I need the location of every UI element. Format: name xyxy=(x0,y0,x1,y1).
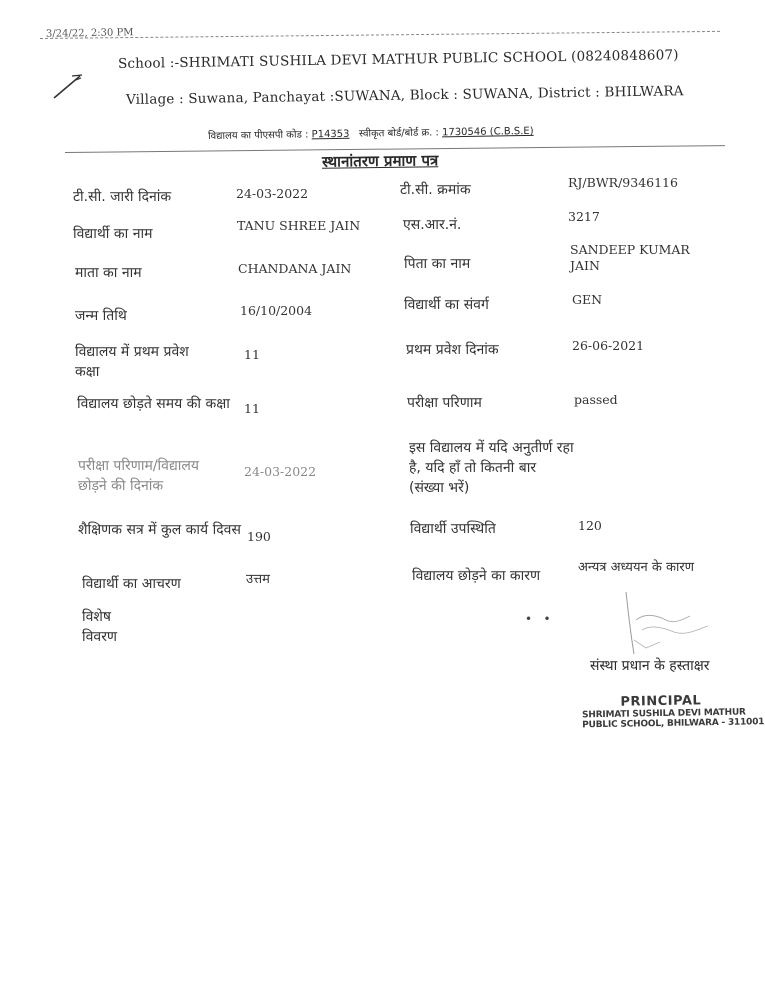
pen-mark-icon xyxy=(50,72,86,102)
village-line: Village : Suwana, Panchayat :SUWANA, Block : SUWANA, District : BHILWARA xyxy=(125,83,684,108)
failed-count-label: इस विद्यालय में यदि अनुतीर्ण रहा है, यदि हाँ तो कितनी बार (संख्या भरें) xyxy=(409,440,574,496)
sr-number-label: एस.आर.नं. xyxy=(403,217,462,233)
category-label: विद्यार्थी का संवर्ग xyxy=(404,297,489,313)
category-value: GEN xyxy=(572,292,603,307)
working-days-value: 190 xyxy=(247,529,271,544)
stamp-principal: PRINCIPAL xyxy=(620,693,702,710)
leaving-class-value: 11 xyxy=(244,401,260,416)
psp-code-label: विद्यालय का पीएसपी कोड : xyxy=(207,129,309,142)
print-timestamp: 3/24/22, 2:30 PM xyxy=(45,27,134,40)
result-leaving-date-label: परीक्षा परिणाम/विद्यालय छोड़ने की दिनांक xyxy=(78,458,200,494)
mother-name-label: माता का नाम xyxy=(75,265,142,281)
mother-name-value: CHANDANA JAIN xyxy=(238,261,352,276)
remarks-label: विशेष विवरण xyxy=(82,609,118,645)
school-codes-line xyxy=(208,123,534,142)
school-name-line: School :-SHRIMATI SUSHILA DEVI MATHUR PUBLIC SCHOOL (08240848607) xyxy=(117,47,679,72)
psp-code-value: P14353 xyxy=(311,128,350,141)
working-days-label: शैक्षिणक सत्र में कुल कार्य दिवस xyxy=(78,522,241,538)
board-label: स्वीकृत बोर्ड/बोर्ड क्र. : xyxy=(358,127,439,140)
stamp-school-location: PUBLIC SCHOOL, BHILWARA - 311001 xyxy=(582,717,765,731)
tc-number-value: RJ/BWR/9346116 xyxy=(568,175,678,190)
stamp-school-name: SHRIMATI SUSHILA DEVI MATHUR xyxy=(581,707,746,721)
signature-label: संस्था प्रधान के हस्ताक्षर xyxy=(590,658,710,674)
signature-scribble xyxy=(616,590,726,660)
first-admission-class-label: विद्यालय में प्रथम प्रवेश कक्षा xyxy=(75,344,189,380)
first-admission-date-label: प्रथम प्रवेश दिनांक xyxy=(406,342,499,358)
tc-issue-date-label: टी.सी. जारी दिनांक xyxy=(73,189,172,205)
leaving-reason-label: विद्यालय छोड़ने का कारण xyxy=(412,568,541,584)
exam-result-label: परीक्षा परिणाम xyxy=(407,395,482,411)
result-leaving-date-value: 24-03-2022 xyxy=(244,464,317,479)
tc-number-label: टी.सी. क्रमांक xyxy=(400,182,471,198)
exam-result-value: passed xyxy=(574,392,618,407)
father-name-label: पिता का नाम xyxy=(404,256,471,272)
document-title: स्थानांतरण प्रमाण पत्र xyxy=(321,151,439,171)
stray-marks: • • xyxy=(525,612,551,626)
attendance-label: विद्यार्थी उपस्थिति xyxy=(410,521,496,537)
conduct-label: विद्यार्थी का आचरण xyxy=(82,576,181,592)
top-divider xyxy=(40,31,720,39)
principal-stamp xyxy=(581,693,765,731)
leaving-reason-value: अन्यत्र अध्ययन के कारण xyxy=(578,560,695,575)
student-name-value: TANU SHREE JAIN xyxy=(237,218,361,233)
sr-number-value: 3217 xyxy=(568,209,600,224)
attendance-value: 120 xyxy=(578,518,602,533)
father-name-value: SANDEEP KUMAR JAIN xyxy=(570,242,690,273)
first-admission-date-value: 26-06-2021 xyxy=(572,338,645,353)
dob-label: जन्म तिथि xyxy=(75,308,127,324)
leaving-class-label: विद्यालय छोड़ते समय की कक्षा xyxy=(77,396,230,412)
dob-value: 16/10/2004 xyxy=(240,303,313,318)
student-name-label: विद्यार्थी का नाम xyxy=(73,226,153,242)
tc-issue-date-value: 24-03-2022 xyxy=(236,186,309,201)
first-admission-class-value: 11 xyxy=(244,347,260,362)
board-value: 1730546 (C.B.S.E) xyxy=(441,125,534,139)
conduct-value: उत्तम xyxy=(246,572,270,587)
